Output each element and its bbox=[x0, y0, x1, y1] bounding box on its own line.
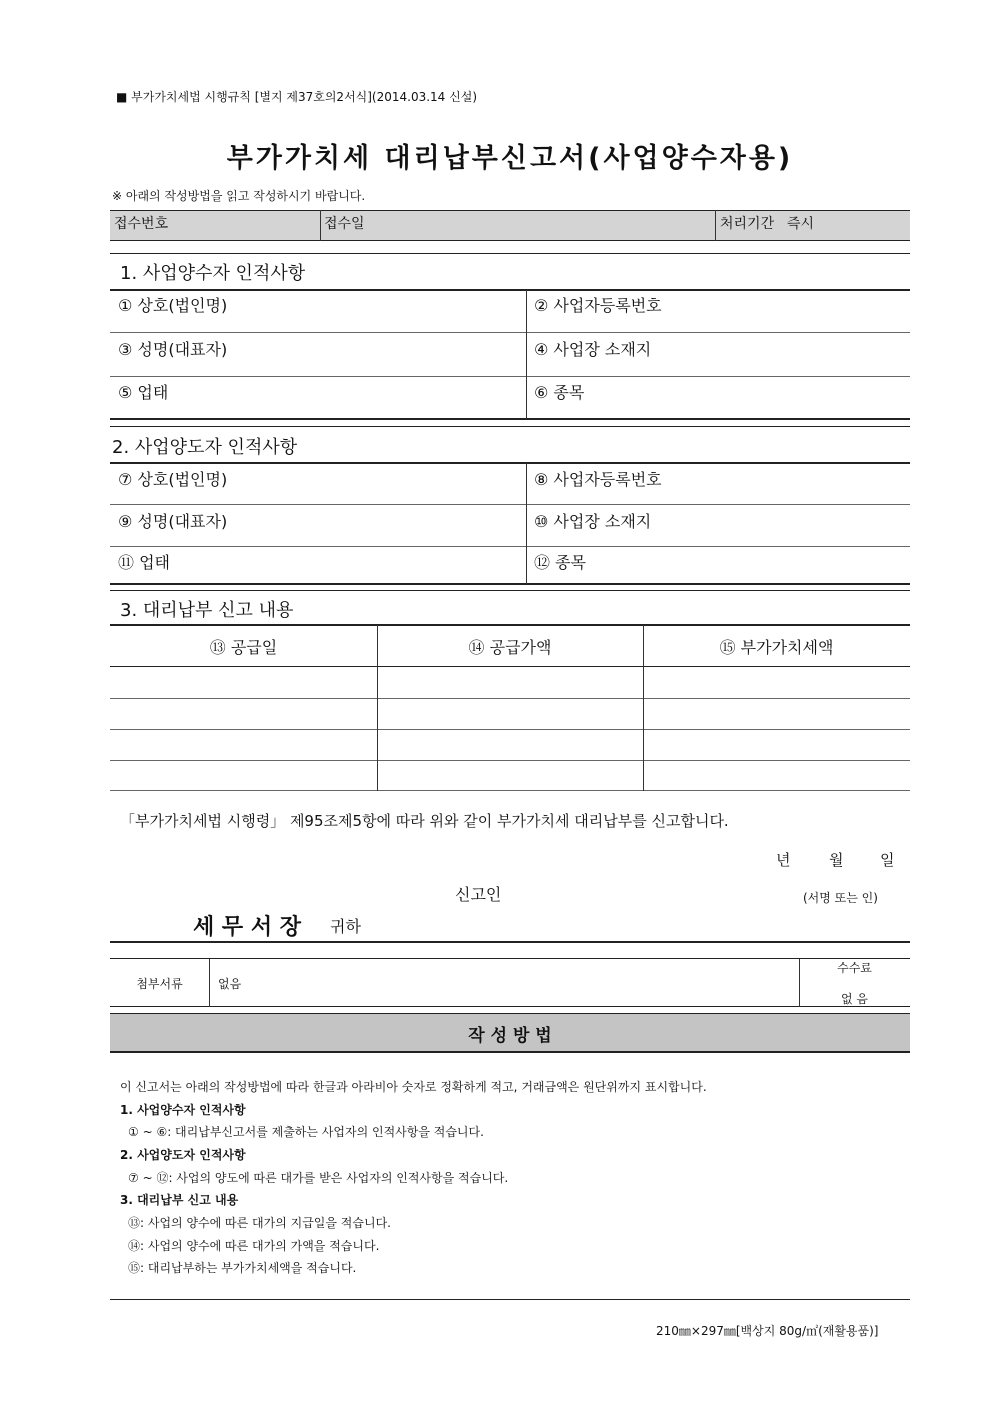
form-reference-note: ■ 부가가치세법 시행규칙 [별지 제37호의2서식](2014.03.14 신설) bbox=[116, 90, 477, 104]
date-month-label[interactable]: 월 bbox=[829, 851, 844, 869]
field-seller-business-name[interactable]: ⑦ 상호(법인명) bbox=[118, 470, 228, 489]
section2-title: 2. 사업양도자 인적사항 bbox=[112, 437, 298, 458]
column-supply-date: ⑬ 공급일 bbox=[209, 638, 278, 657]
fee-label: 수수료 bbox=[837, 961, 872, 975]
field-business-item[interactable]: ⑥ 종목 bbox=[534, 383, 585, 402]
attachments-value: 없음 bbox=[218, 977, 242, 991]
method-section2-text: ⑦ ~ ⑫: 사업의 양도에 따른 대가를 받은 사업자의 인적사항을 적습니다. bbox=[128, 1171, 509, 1185]
addressee-suffix: 귀하 bbox=[330, 917, 361, 936]
method-section1-text: ① ~ ⑥: 대리납부신고서를 제출하는 사업자의 인적사항을 적습니다. bbox=[128, 1125, 484, 1139]
attachments-label: 첨부서류 bbox=[136, 977, 183, 991]
method-section1-heading: 1. 사업양수자 인적사항 bbox=[120, 1103, 246, 1117]
method-item14-text: ⑭: 사업의 양수에 따른 대가의 가액을 적습니다. bbox=[128, 1239, 380, 1253]
instruction-note: ※ 아래의 작성방법을 읽고 작성하시기 바랍니다. bbox=[112, 189, 366, 203]
section1-title: 1. 사업양수자 인적사항 bbox=[120, 263, 306, 284]
processing-period-label: 처리기간 bbox=[720, 216, 775, 232]
field-representative[interactable]: ③ 성명(대표자) bbox=[118, 340, 228, 359]
field-seller-business-type[interactable]: ⑪ 업태 bbox=[118, 553, 170, 572]
reporter-label: 신고인 bbox=[455, 885, 502, 904]
method-title: 작 성 방 법 bbox=[468, 1026, 552, 1046]
field-business-name[interactable]: ① 상호(법인명) bbox=[118, 296, 228, 315]
receipt-number-label: 접수번호 bbox=[114, 216, 169, 232]
section3-title: 3. 대리납부 신고 내용 bbox=[120, 600, 294, 621]
column-vat-amount: ⑮ 부가가치세액 bbox=[719, 638, 834, 657]
addressee-name: 세 무 서 장 bbox=[193, 915, 301, 940]
date-day-label[interactable]: 일 bbox=[880, 851, 895, 869]
field-seller-business-address[interactable]: ⑩ 사업장 소재지 bbox=[534, 512, 652, 531]
receipt-date-label: 접수일 bbox=[324, 216, 365, 232]
page-title: 부가가치세 대리납부신고서(사업양수자용) bbox=[226, 143, 794, 174]
method-item15-text: ⑮: 대리납부하는 부가가치세액을 적습니다. bbox=[128, 1261, 357, 1275]
field-seller-registration-number[interactable]: ⑧ 사업자등록번호 bbox=[534, 470, 662, 489]
method-intro: 이 신고서는 아래의 작성방법에 따라 한글과 아라비아 숫자로 정확하게 적고, 거래금액은 원단위까지 표시합니다. bbox=[120, 1080, 707, 1094]
fee-value: 없 음 bbox=[841, 992, 868, 1006]
method-section3-heading: 3. 대리납부 신고 내용 bbox=[120, 1193, 239, 1207]
paper-spec: 210㎜×297㎜[백상지 80g/㎡(재활용품)] bbox=[656, 1324, 879, 1338]
date-year-label[interactable]: 년 bbox=[776, 851, 791, 869]
method-item13-text: ⑬: 사업의 양수에 따른 대가의 지급일을 적습니다. bbox=[128, 1216, 391, 1230]
field-business-address[interactable]: ④ 사업장 소재지 bbox=[534, 340, 652, 359]
signature-label[interactable]: (서명 또는 인) bbox=[803, 891, 878, 905]
method-section2-heading: 2. 사업양도자 인적사항 bbox=[120, 1148, 246, 1162]
field-business-type[interactable]: ⑤ 업태 bbox=[118, 383, 169, 402]
field-seller-representative[interactable]: ⑨ 성명(대표자) bbox=[118, 512, 228, 531]
field-registration-number[interactable]: ② 사업자등록번호 bbox=[534, 296, 662, 315]
processing-period-value: 즉시 bbox=[787, 216, 815, 232]
declaration-text: 「부가가치세법 시행령」 제95조제5항에 따라 위와 같이 부가가치세 대리납부를 신고합니다. bbox=[120, 812, 729, 830]
field-seller-business-item[interactable]: ⑫ 종목 bbox=[534, 553, 586, 572]
column-supply-value: ⑭ 공급가액 bbox=[468, 638, 552, 657]
